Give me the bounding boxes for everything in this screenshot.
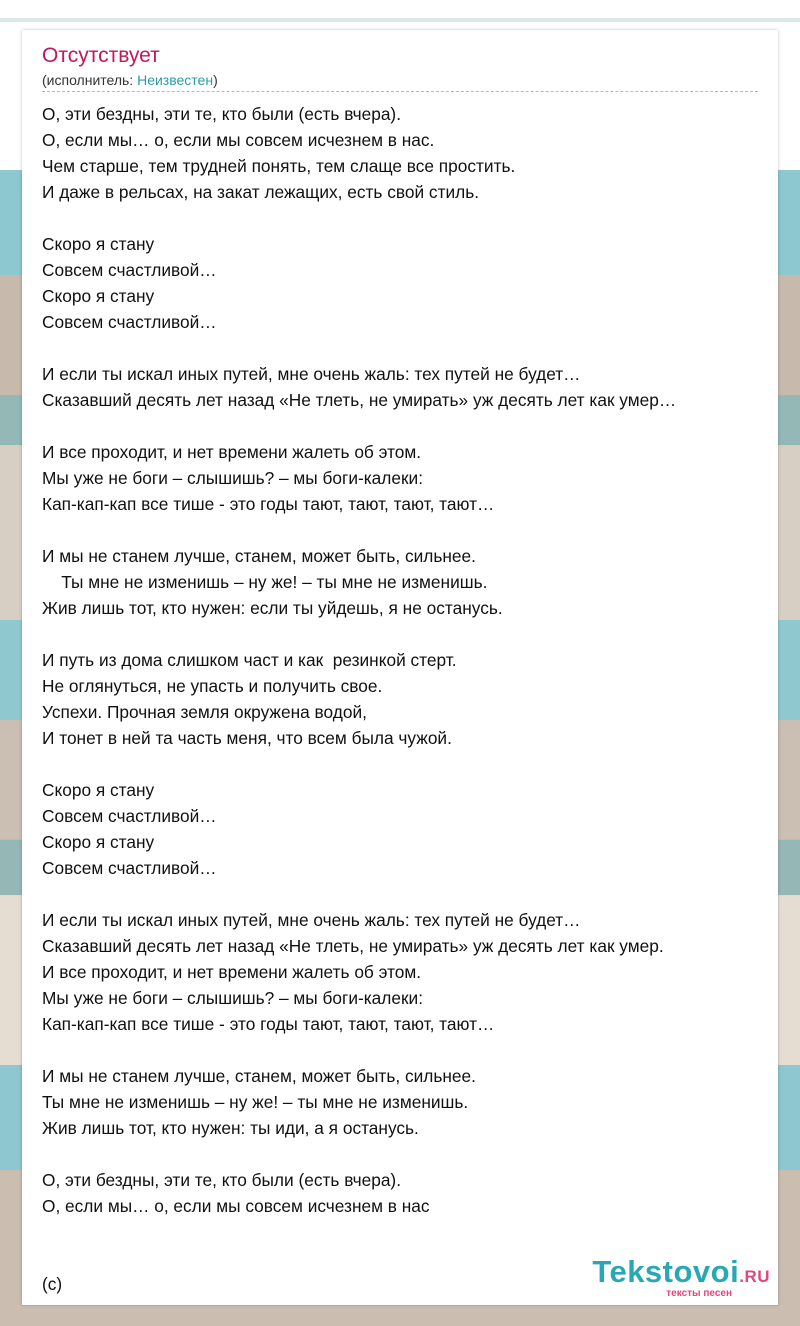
lyric-line: И даже в рельсах, на закат лежащих, есть свой стиль. xyxy=(42,182,480,202)
lyric-line: Скоро я стану xyxy=(42,234,155,254)
lyrics-card xyxy=(22,30,778,1305)
lyric-line: Сказавший десять лет назад «Не тлеть, не умирать» уж десять лет как умер. xyxy=(42,936,664,956)
lyric-blank-line xyxy=(42,413,800,439)
lyric-line: И мы не станем лучше, станем, может быть, сильнее. xyxy=(42,546,476,566)
lyric-line: Мы уже не боги – слышишь? – мы боги-калеки: xyxy=(42,468,423,488)
artist-suffix: ) xyxy=(213,72,218,88)
artist-line xyxy=(42,70,758,92)
lyric-line: Ты мне не изменишь – ну же! – ты мне не изменишь. xyxy=(42,572,488,592)
lyric-line: О, эти бездны, эти те, кто были (есть вчера). xyxy=(42,1170,401,1190)
song-header xyxy=(42,42,758,92)
lyric-line: И если ты искал иных путей, мне очень жаль: тех путей не будет… xyxy=(42,910,581,930)
lyric-line: О, эти бездны, эти те, кто были (есть вчера). xyxy=(42,104,401,124)
logo-main-text: Tekstovoi xyxy=(592,1254,740,1289)
lyric-line: Совсем счастливой… xyxy=(42,858,217,878)
site-logo[interactable] xyxy=(592,1256,770,1299)
lyric-line: Скоро я стану xyxy=(42,832,155,852)
lyric-blank-line xyxy=(42,335,800,361)
lyric-line: Жив лишь тот, кто нужен: если ты уйдешь, я не останусь. xyxy=(42,598,503,618)
lyric-line: Ты мне не изменишь – ну же! – ты мне не изменишь. xyxy=(42,1092,469,1112)
lyric-line: Сказавший десять лет назад «Не тлеть, не умирать» уж десять лет как умер… xyxy=(42,390,677,410)
lyric-blank-line xyxy=(42,1219,800,1245)
lyric-line: Чем старше, тем трудней понять, тем слаще все простить. xyxy=(42,156,516,176)
lyric-blank-line xyxy=(42,621,800,647)
lyric-line: Мы уже не боги – слышишь? – мы боги-калеки: xyxy=(42,988,423,1008)
lyric-line: Скоро я стану xyxy=(42,286,155,306)
lyric-line: И мы не станем лучше, станем, может быть, сильнее. xyxy=(42,1066,476,1086)
lyric-line: И все проходит, и нет времени жалеть об этом. xyxy=(42,962,422,982)
lyric-line: О, если мы… о, если мы совсем исчезнем в нас xyxy=(42,1196,430,1216)
lyric-line: И тонет в ней та часть меня, что всем была чужой. xyxy=(42,728,452,748)
lyric-blank-line xyxy=(42,1037,800,1063)
lyric-line: И если ты искал иных путей, мне очень жаль: тех путей не будет… xyxy=(42,364,581,384)
lyric-line: Кап-кап-кап все тише - это годы тают, тают, тают, тают… xyxy=(42,1014,495,1034)
lyrics-text xyxy=(42,101,800,1297)
lyric-blank-line xyxy=(42,205,800,231)
lyric-line: Скоро я стану xyxy=(42,780,155,800)
lyric-blank-line xyxy=(42,517,800,543)
lyric-line: Совсем счастливой… xyxy=(42,312,217,332)
logo-tagline: тексты песен xyxy=(666,1288,732,1299)
lyric-line: Жив лишь тот, кто нужен: ты иди, а я останусь. xyxy=(42,1118,419,1138)
lyric-line: И все проходит, и нет времени жалеть об этом. xyxy=(42,442,422,462)
lyric-blank-line xyxy=(42,1141,800,1167)
lyric-line: И путь из дома слишком част и как резинкой стерт. xyxy=(42,650,457,670)
lyric-line: Кап-кап-кап все тише - это годы тают, тают, тают, тают… xyxy=(42,494,495,514)
artist-link[interactable]: Неизвестен xyxy=(137,72,214,88)
logo-tld: .RU xyxy=(739,1267,770,1286)
lyric-line: (c) xyxy=(42,1274,63,1294)
lyric-line: Совсем счастливой… xyxy=(42,806,217,826)
lyric-line: Не оглянуться, не упасть и получить свое. xyxy=(42,676,383,696)
lyric-blank-line xyxy=(42,881,800,907)
lyric-line: Успехи. Прочная земля окружена водой, xyxy=(42,702,367,722)
artist-prefix: (исполнитель: xyxy=(42,72,138,88)
song-title: Отсутствует xyxy=(42,44,160,67)
lyric-blank-line xyxy=(42,751,800,777)
lyric-line: О, если мы… о, если мы совсем исчезнем в нас. xyxy=(42,130,435,150)
lyric-line: Совсем счастливой… xyxy=(42,260,217,280)
